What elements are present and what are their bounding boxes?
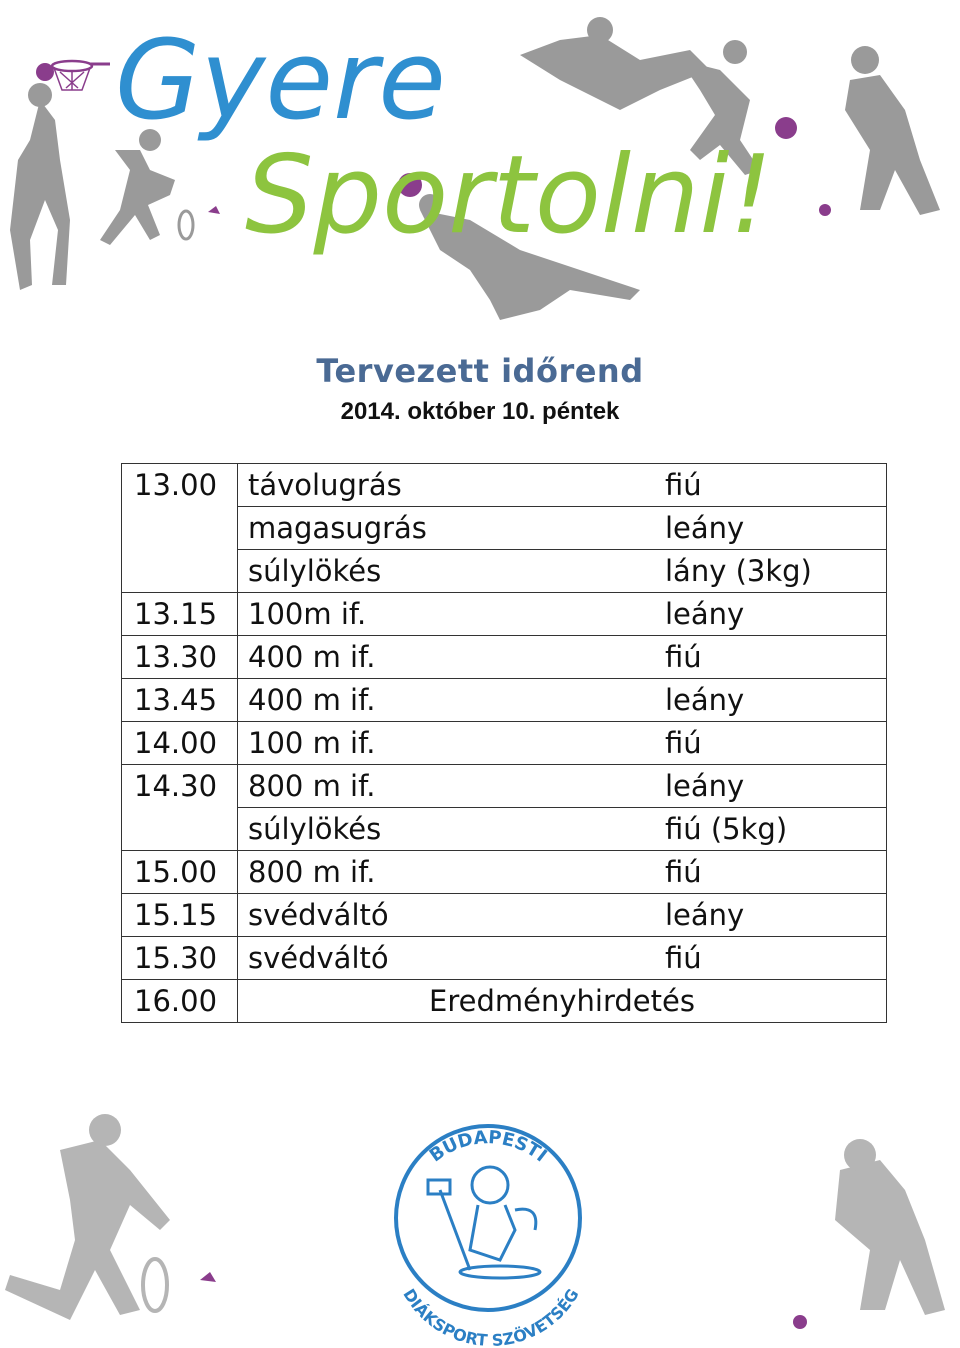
badminton-player-silhouette [100, 150, 175, 245]
table-row [122, 679, 887, 722]
category-cell: lány (3kg) [655, 550, 887, 593]
table-row [122, 593, 887, 636]
event-cell: 800 m if. [238, 851, 656, 894]
event-cell: svédváltó [238, 937, 656, 980]
time-cell [122, 550, 238, 593]
time-cell: 16.00 [122, 980, 238, 1023]
table-row [122, 937, 887, 980]
event-cell: magasugrás [238, 507, 656, 550]
logo-bottom-text: DIÁKSPORT SZÖVETSÉG [399, 1285, 583, 1348]
time-cell [122, 808, 238, 851]
event-cell: 400 m if. [238, 636, 656, 679]
time-cell: 14.00 [122, 722, 238, 765]
budapest-student-sport-logo [396, 1126, 583, 1348]
table-row [122, 765, 887, 808]
category-cell: fiú [655, 851, 887, 894]
long-jumper-silhouette [520, 35, 710, 110]
event-cell: svédváltó [238, 894, 656, 937]
svg-text:DIÁKSPORT SZÖVETSÉG [399, 1285, 582, 1348]
time-cell: 15.00 [122, 851, 238, 894]
event-cell: 100m if. [238, 593, 656, 636]
event-cell: Eredményhirdetés [238, 980, 887, 1023]
schedule-table [121, 463, 887, 1023]
page-title: Tervezett időrend [316, 352, 644, 390]
category-cell: leány [655, 765, 887, 808]
logo-top-text: BUDAPESTI [425, 1127, 551, 1167]
category-cell: fiú (5kg) [655, 808, 887, 851]
event-cell: 400 m if. [238, 679, 656, 722]
lion-mascot-icon [428, 1167, 540, 1278]
svg-text:BUDAPESTI [426, 1127, 551, 1166]
table-row [122, 808, 887, 851]
category-cell: leány [655, 894, 887, 937]
header-logo-artwork [0, 0, 960, 340]
basketball-player-silhouette [10, 100, 70, 290]
logo-word-sportolni: Sportolni! [245, 133, 773, 258]
table-row [122, 550, 887, 593]
event-date: 2014. október 10. péntek [340, 398, 620, 425]
category-cell: leány [655, 593, 887, 636]
table-row [122, 980, 887, 1023]
event-cell: távolugrás [238, 464, 656, 507]
table-row [122, 507, 887, 550]
table-row [122, 636, 887, 679]
category-cell: leány [655, 679, 887, 722]
table-row [122, 894, 887, 937]
category-cell: fiú [655, 636, 887, 679]
category-cell: fiú [655, 464, 887, 507]
hockey-player-silhouette [835, 1160, 945, 1315]
time-cell: 13.45 [122, 679, 238, 722]
table-row [122, 722, 887, 765]
time-cell [122, 507, 238, 550]
time-cell: 13.15 [122, 593, 238, 636]
event-cell: súlylökés [238, 808, 656, 851]
category-cell: fiú [655, 722, 887, 765]
hockey-player-silhouette [845, 75, 940, 215]
event-cell: 800 m if. [238, 765, 656, 808]
time-cell: 13.30 [122, 636, 238, 679]
event-cell: 100 m if. [238, 722, 656, 765]
table-row [122, 851, 887, 894]
logo-word-gyere: Gyere [115, 16, 446, 144]
category-cell: fiú [655, 937, 887, 980]
table-row [122, 464, 887, 507]
time-cell: 13.00 [122, 464, 238, 507]
category-cell: leány [655, 507, 887, 550]
time-cell: 15.15 [122, 894, 238, 937]
event-cell: súlylökés [238, 550, 656, 593]
footer-artwork [0, 1110, 960, 1348]
time-cell: 14.30 [122, 765, 238, 808]
time-cell: 15.30 [122, 937, 238, 980]
